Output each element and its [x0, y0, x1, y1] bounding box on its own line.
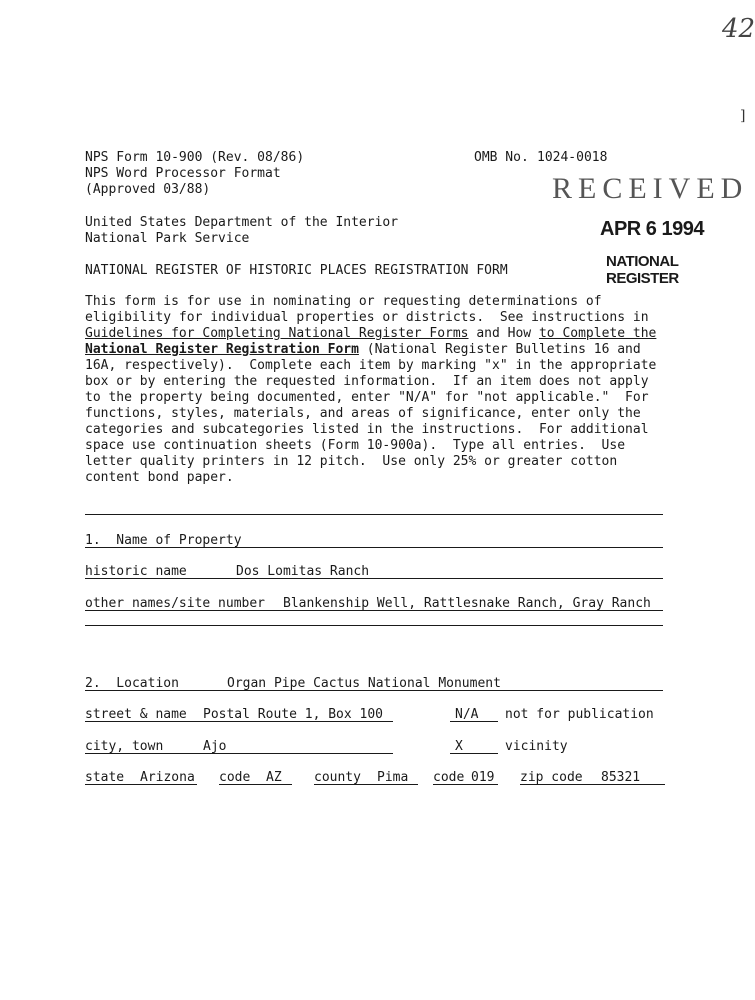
field-underline [450, 753, 498, 754]
vicinity-label: vicinity [505, 739, 568, 754]
county-label: county [314, 770, 361, 785]
section1-heading: 1. Name of Property [85, 533, 242, 548]
other-names-label: other names/site number [85, 596, 266, 611]
city-field[interactable]: Ajo [203, 739, 227, 754]
historic-name-label: historic name [85, 564, 187, 579]
instructions-line: categories and subcategories listed in the instructions. For additional [85, 422, 649, 437]
not-for-publication-label: not for publication [505, 707, 654, 722]
section-divider [85, 514, 663, 515]
omb-number: 1024-0018 [537, 150, 608, 165]
instructions-text: (National Register Bulletins 16 and [358, 342, 641, 357]
received-stamp: RECEIVED [552, 172, 749, 205]
location-field[interactable]: Organ Pipe Cactus National Monument [227, 676, 501, 691]
instructions-line: functions, styles, materials, and areas of significance, enter only the [85, 406, 641, 421]
handwritten-page-number: 42 [722, 14, 755, 44]
instructions-line: box or by entering the requested information. If an item does not apply [85, 374, 649, 389]
field-underline [85, 690, 663, 691]
street-field[interactable]: Postal Route 1, Box 100 [203, 707, 384, 722]
other-names-field[interactable]: Blankenship Well, Rattlesnake Ranch, Gray Ranch [283, 596, 651, 611]
form-number-line: NPS Form 10-900 (Rev. 08/86) [85, 150, 305, 165]
stamp-national: NATIONAL [606, 253, 679, 270]
edge-mark: ] [740, 108, 746, 124]
instructions-line: space use continuation sheets (Form 10-900a). Type all entries. Use [85, 438, 626, 453]
state-code-label: code [219, 770, 251, 785]
field-underline [85, 784, 197, 785]
field-underline [85, 721, 393, 722]
instructions-line: This form is for use in nominating or requesting determinations of [85, 294, 602, 309]
zip-code-field[interactable]: 85321 [601, 770, 641, 785]
state-field[interactable]: Arizona [140, 770, 195, 785]
instructions-line [85, 326, 656, 342]
agency-line: National Park Service [85, 231, 250, 246]
not-for-publication-mark[interactable]: N/A [455, 707, 479, 722]
registration-form-title: National Register Registration Form [85, 342, 359, 357]
instructions-line [85, 342, 641, 358]
historic-name-field[interactable]: Dos Lomitas Ranch [236, 564, 370, 579]
street-label: street & name [85, 707, 187, 722]
section2-heading: 2. Location [85, 676, 179, 691]
omb-label: OMB No. [474, 150, 529, 165]
field-underline [85, 625, 663, 626]
city-label: city, town [85, 739, 164, 754]
vicinity-mark[interactable]: X [455, 739, 463, 754]
instructions-line: eligibility for individual properties or districts. See instructions in [85, 310, 649, 325]
field-underline [85, 578, 663, 579]
stamp-register: REGISTER [606, 270, 679, 287]
form-approved-line: (Approved 03/88) [85, 182, 211, 197]
department-line: United States Department of the Interior [85, 215, 399, 230]
zip-code-label: zip code [520, 770, 583, 785]
field-underline [85, 753, 393, 754]
how-to-title: to Complete the [538, 326, 657, 341]
field-underline [520, 784, 665, 785]
field-underline [85, 610, 663, 611]
state-code-field[interactable]: AZ [266, 770, 282, 785]
instructions-line: content bond paper. [85, 470, 234, 485]
field-underline [450, 721, 498, 722]
field-underline [314, 784, 418, 785]
guidelines-title: Guidelines for Completing National Register Forms [85, 326, 469, 341]
field-underline [433, 784, 498, 785]
field-underline [219, 784, 292, 785]
county-code-label: code [433, 770, 465, 785]
county-code-field[interactable]: 019 [471, 770, 495, 785]
county-field[interactable]: Pima [377, 770, 409, 785]
form-title: NATIONAL REGISTER OF HISTORIC PLACES REGISTRATION FORM [85, 263, 508, 278]
received-date-stamp: APR 6 1994 [600, 218, 704, 240]
instructions-line: 16A, respectively). Complete each item by marking "x" in the appropriate [85, 358, 657, 373]
instructions-line: to the property being documented, enter "N/A" for "not applicable." For [85, 390, 649, 405]
field-underline [85, 547, 663, 548]
form-format-line: NPS Word Processor Format [85, 166, 281, 181]
instructions-text: and How [468, 326, 539, 341]
instructions-line: letter quality printers in 12 pitch. Use only 25% or greater cotton [85, 454, 618, 469]
state-label: state [85, 770, 125, 785]
